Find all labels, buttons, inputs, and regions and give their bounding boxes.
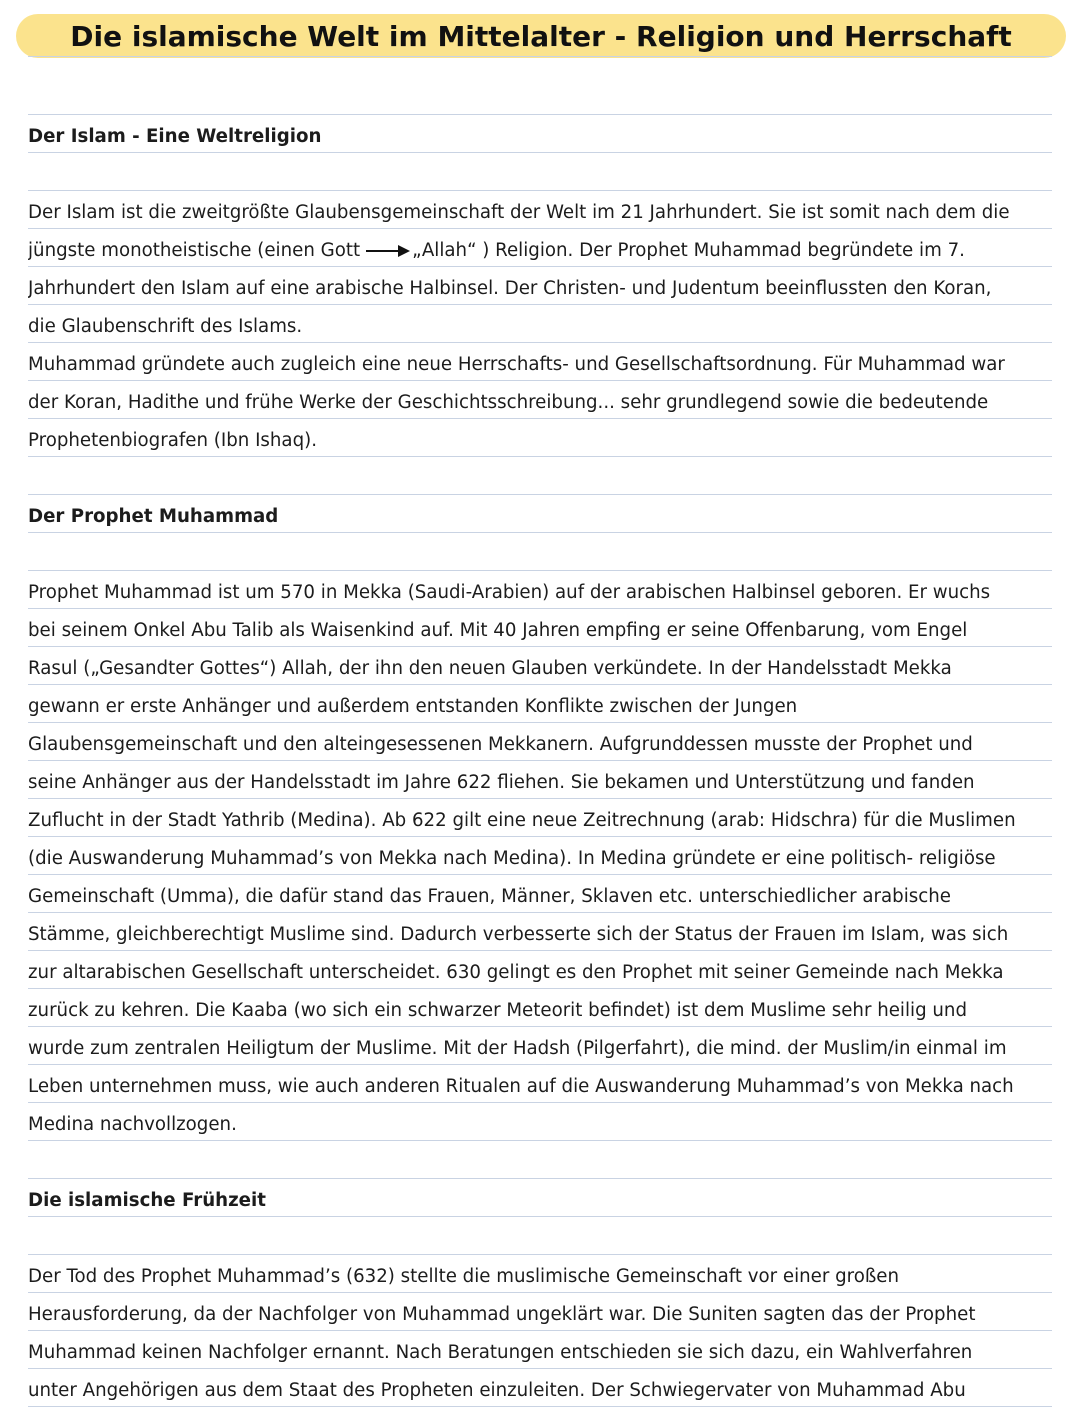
- text-fragment: „Allah“ ) Religion. Der Prophet Muhammad begründete im 7.: [412, 240, 965, 261]
- text-line: Herausforderung, da der Nachfolger von Muhammad ungeklärt war. Die Suniten sagten das der Prophet: [28, 1304, 976, 1325]
- text-line: Prophetenbiografen (Ibn Ishaq).: [28, 430, 318, 451]
- section-heading-prophet: Der Prophet Muhammad: [28, 506, 279, 527]
- text-line: Gemeinschaft (Umma), die dafür stand das Frauen, Männer, Sklaven etc. unterschiedlicher arabische: [28, 886, 951, 907]
- text-line: zurück zu kehren. Die Kaaba (wo sich ein schwarzer Meteorit befindet) ist dem Muslime sehr heilig und: [28, 1000, 968, 1021]
- text-line: die Glaubenschrift des Islams.: [28, 316, 303, 337]
- text-line: Glaubensgemeinschaft und den alteingesessenen Mekkanern. Aufgrunddessen musste der Prophet und: [28, 734, 973, 755]
- blank-line: [28, 533, 1052, 571]
- text-line: Zuflucht in der Stadt Yathrib (Medina). Ab 622 gilt eine neue Zeitrechnung (arab: Hidschra) für die Muslimen: [28, 810, 1016, 831]
- text-line: der Koran, Hadithe und frühe Werke der Geschichtsschreibung... sehr grundlegend sowie die bedeutende: [28, 392, 989, 413]
- page-title: Die islamische Welt im Mittelalter - Religion und Herrschaft: [70, 19, 1012, 53]
- text-line: bei seinem Onkel Abu Talib als Waisenkind auf. Mit 40 Jahren empfing er seine Offenbarung, vom Engel: [28, 620, 968, 641]
- text-line: Der Tod des Prophet Muhammad’s (632) stellte die muslimische Gemeinschaft vor einer großen: [28, 1266, 900, 1287]
- blank-line: [28, 1141, 1052, 1179]
- text-line: Jahrhundert den Islam auf eine arabische Halbinsel. Der Christen- und Judentum beeinflussten den Koran,: [28, 278, 992, 299]
- text-line: gewann er erste Anhänger und außerdem entstanden Konflikte zwischen der Jungen: [28, 696, 798, 717]
- arrow-right-icon: [366, 244, 410, 258]
- text-line: Prophet Muhammad ist um 570 in Mekka (Saudi-Arabien) auf der arabischen Halbinsel geboren. Er wuchs: [28, 582, 991, 603]
- text-line: wurde zum zentralen Heiligtum der Muslime. Mit der Hadsh (Pilgerfahrt), die mind. der Muslim/in einmal im: [28, 1038, 1007, 1059]
- text-fragment: jüngste monotheistische (einen Gott: [28, 240, 361, 261]
- text-line: Medina nachvollzogen.: [28, 1114, 237, 1135]
- title-underline: [28, 56, 1052, 57]
- text-line: Stämme, gleichberechtigt Muslime sind. Dadurch verbesserte sich der Status der Frauen im Islam, was sich: [28, 924, 1009, 945]
- blank-line: [28, 77, 1052, 115]
- text-line: Muhammad keinen Nachfolger ernannt. Nach Beratungen entschieden sie sich dazu, ein Wahlverfahren: [28, 1342, 973, 1363]
- text-line: zur altarabischen Gesellschaft unterscheidet. 630 gelingt es den Prophet mit seiner Gemeinde nach Mekka: [28, 962, 1004, 983]
- blank-line: [28, 153, 1052, 191]
- ruled-page: [28, 77, 1052, 1417]
- text-line: Der Islam ist die zweitgrößte Glaubensgemeinschaft der Welt im 21 Jahrhundert. Sie ist somit nach dem die: [28, 202, 1010, 223]
- blank-line: [28, 457, 1052, 495]
- text-line: Leben unternehmen muss, wie auch anderen Ritualen auf die Auswanderung Muhammad’s von Mekka nach: [28, 1076, 1014, 1097]
- blank-line: [28, 1217, 1052, 1255]
- title-banner: [16, 14, 1066, 58]
- section-heading-fruehzeit: Die islamische Frühzeit: [28, 1190, 266, 1211]
- section-heading-islam: Der Islam - Eine Weltreligion: [28, 126, 322, 147]
- text-line: seine Anhänger aus der Handelsstadt im Jahre 622 fliehen. Sie bekamen und Unterstützung und fanden: [28, 772, 975, 793]
- text-line: Rasul („Gesandter Gottes“) Allah, der ihn den neuen Glauben verkündete. In der Handelsstadt Mekka: [28, 658, 952, 679]
- text-line: Muhammad gründete auch zugleich eine neue Herrschafts- und Gesellschaftsordnung. Für Muhammad war: [28, 354, 1005, 375]
- text-line: (die Auswanderung Muhammad’s von Mekka nach Medina). In Medina gründete er eine politisch- religiöse: [28, 848, 996, 869]
- text-line: unter Angehörigen aus dem Staat des Propheten einzuleiten. Der Schwiegervater von Muhammad Abu: [28, 1380, 966, 1401]
- text-line-with-arrow: [28, 229, 1052, 267]
